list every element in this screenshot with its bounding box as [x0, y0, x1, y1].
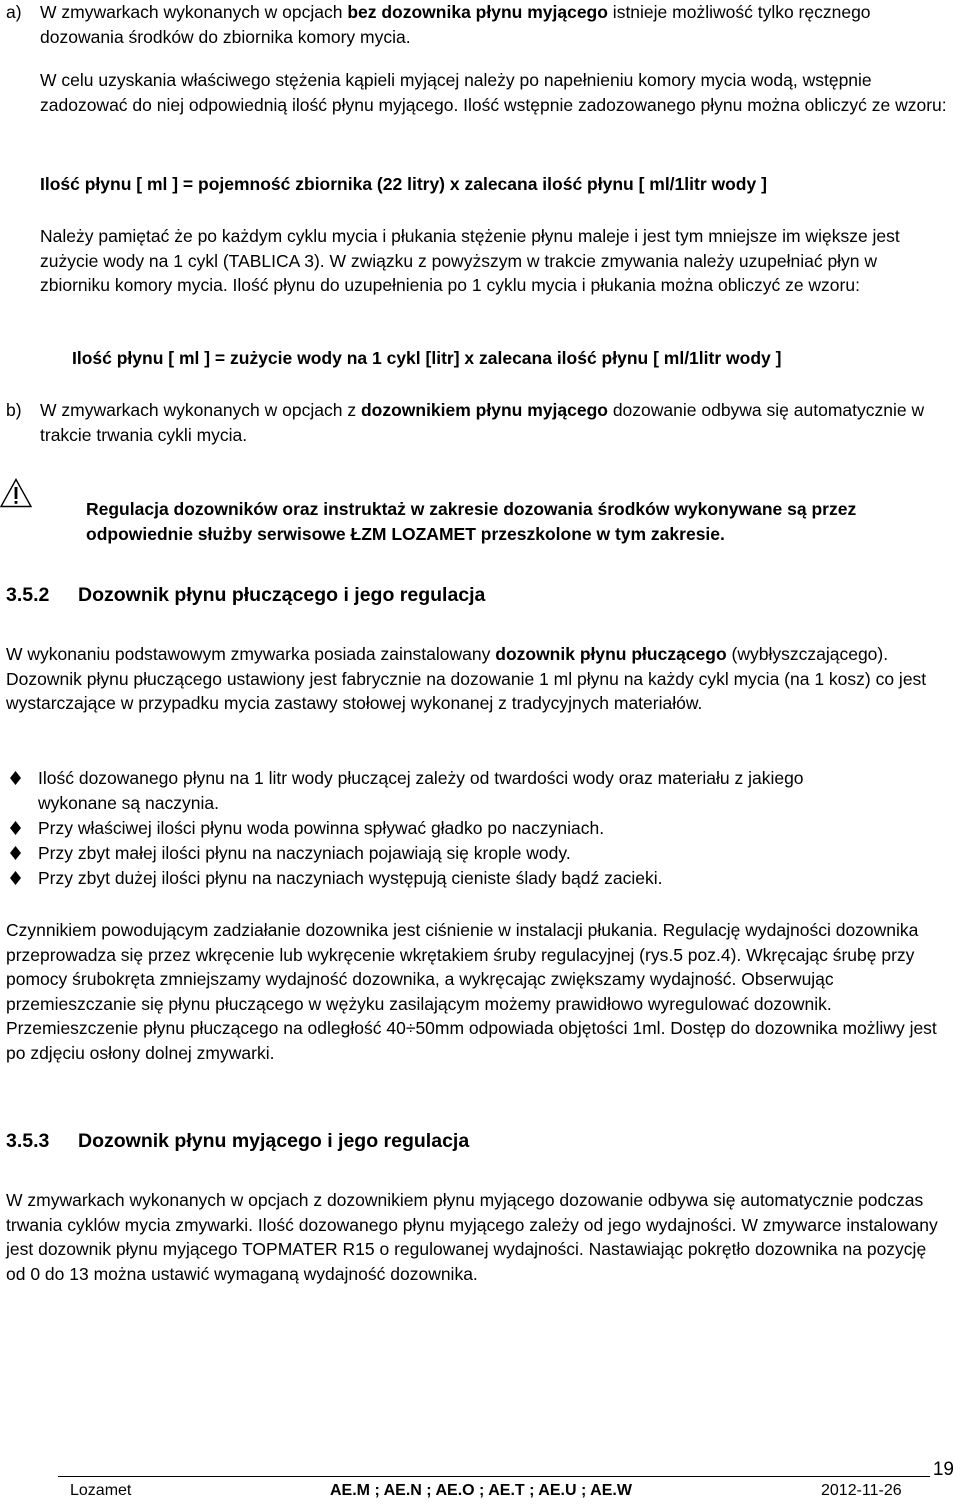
heading-3-5-2-number: 3.5.2: [6, 584, 50, 606]
diamond-bullet-icon: [10, 866, 38, 891]
warning-triangle-icon: [0, 478, 32, 508]
list-item: [10, 766, 870, 815]
section-b-text-bold: dozownikiem płynu myjącego: [360, 400, 608, 420]
list-item-text: Przy zbyt małej ilości płynu na naczyniach pojawiają się krople wody.: [38, 843, 571, 863]
rinse-regulation-text-a: Czynnikiem powodującym zadziałanie dozownika jest ciśnienie w instalacji płukania. Regulację wydajności dozownika przeprowadza się przez wkręcenie lub wykręcenie wkrętakiem śruby regulacyjnej (rys.5 poz.4). Wkręcając śrubę przy pomocy śrubokręta zmniejszamy wydajność dozownika, a wykręcając zwiększamy wydajność. Obserwując przemieszczanie się płynu płuczącego w wężyku zasilającym możemy prawidłowo wyregulować dozownik. Przemieszczenie płynu płuczącego na odległość 40: [6, 920, 919, 1038]
heading-3-5-3-title: Dozownik płynu myjącego i jego regulacja: [78, 1130, 470, 1152]
heading-3-5-2: [6, 583, 946, 608]
rinse-dispenser-intro: [6, 642, 954, 716]
page-number: 19: [932, 1459, 954, 1480]
range-divide-symbol: ÷: [405, 1018, 416, 1038]
detergent-dispenser-paragraph: W zmywarkach wykonanych w opcjach z dozownikiem płynu myjącego dozowanie odbywa się automatycznie podczas trwania cyklów mycia zmywarki. Ilość dozowanego płynu myjącego zależy od jego wydajności. W zmywarce instalowany jest dozownik płynu myjącego TOPMATER R15 o regulowanej wydajności. Nastawiając pokrętło dozownika na pozycję od 0 do 13 można ustawić wymaganą wydajność dozownika.: [6, 1190, 938, 1284]
section-b-text: [40, 398, 952, 447]
footer-rule: [58, 1476, 930, 1477]
list-item: [10, 866, 870, 891]
heading-3-5-3-number: 3.5.3: [6, 1130, 50, 1152]
rinse-intro-post: (wybłyszczającego). Dozownik płynu płuczącego ustawiony jest fabrycznie na dozowanie 1 ml płynu na każdy cykl mycia (na 1 kosz) co jest wystarczające w przypadku mycia zastawy stołowej wykonanej z tradycyjnych materiałów.: [6, 644, 927, 713]
heading-3-5-2-title: Dozownik płynu płuczącego i jego regulacja: [78, 584, 486, 606]
rinse-regulation-text-b: 50mm odpowiada objętości 1ml. Dostęp do dozownika możliwy jest po zdjęciu osłony dolnej zmywarki.: [6, 1018, 937, 1063]
section-b-text-pre: W zmywarkach wykonanych w opcjach z: [40, 400, 361, 420]
list-item-text: Przy właściwej ilości płynu woda powinna spływać gładko po naczyniach.: [38, 818, 605, 838]
list-item: [10, 841, 870, 866]
section-a-paragraph-3: Należy pamiętać że po każdym cyklu mycia i płukania stężenie płynu maleje i jest tym mniejsze im większe jest zużycie wody na 1 cykl (TABLICA 3). W związku z powyższym w trakcie zmywania należy uzupełniać płyn w zbiorniku komory mycia. Ilość płynu do uzupełnienia po 1 cyklu mycia i płukania można obliczyć ze wzoru:: [40, 226, 900, 295]
rinse-regulation-paragraph: [6, 918, 952, 1065]
formula-refill-dose: Ilość płynu [ ml ] = zużycie wody na 1 cykl [litr] x zalecana ilość płynu [ ml/1litr wody ]: [72, 348, 782, 368]
diamond-bullet-icon: [10, 841, 38, 866]
footer-company: Lozamet: [70, 1482, 132, 1499]
section-b-text-post: dozowanie odbywa się automatycznie w trakcie trwania cykli mycia.: [40, 400, 925, 445]
intro-text-bold: bez dozownika płynu myjącego: [347, 2, 608, 22]
section-a-paragraph-2: W celu uzyskania właściwego stężenia kąpieli myjącej należy po napełnieniu komory mycia wodą, wstępnie zadozować do niej odpowiednią ilość płynu myjącego. Ilość wstępnie zadozowanego płynu można obliczyć ze wzoru:: [40, 70, 947, 115]
diamond-bullet-icon: [10, 816, 38, 841]
section-a-label: a): [6, 2, 22, 22]
list-item-text: Przy zbyt dużej ilości płynu na naczyniach występują cieniste ślady bądź zacieki.: [38, 868, 663, 888]
intro-text-pre: W zmywarkach wykonanych w opcjach: [40, 2, 348, 22]
section-a-intro: [40, 0, 952, 49]
list-item: [10, 816, 870, 841]
rinse-intro-bold: dozownik płynu płuczącego: [495, 644, 727, 664]
diamond-bullet-icon: [10, 766, 38, 815]
rinse-intro-pre: W wykonaniu podstawowym zmywarka posiada zainstalowany: [6, 644, 496, 664]
footer-models: AE.M ; AE.N ; AE.O ; AE.T ; AE.U ; AE.W: [330, 1482, 632, 1499]
footer-date: 2012-11-26: [821, 1482, 902, 1499]
intro-text-post: istnieje możliwość tylko ręcznego dozowania środków do zbiornika komory mycia.: [40, 2, 871, 47]
service-warning-text: Regulacja dozowników oraz instruktaż w zakresie dozowania środków wykonywane są przez odpowiednie służby serwisowe ŁZM LOZAMET przeszkolone w tym zakresie.: [86, 499, 857, 544]
section-b-label: b): [6, 400, 22, 420]
formula-initial-dose: Ilość płynu [ ml ] = pojemność zbiornika (22 litry) x zalecana ilość płynu [ ml/1litr wody ]: [40, 174, 767, 194]
heading-3-5-3: [6, 1129, 946, 1154]
list-item-text: Ilość dozowanego płynu na 1 litr wody płuczącej zależy od twardości wody oraz materiału z jakiego wykonane są naczynia.: [38, 768, 804, 813]
